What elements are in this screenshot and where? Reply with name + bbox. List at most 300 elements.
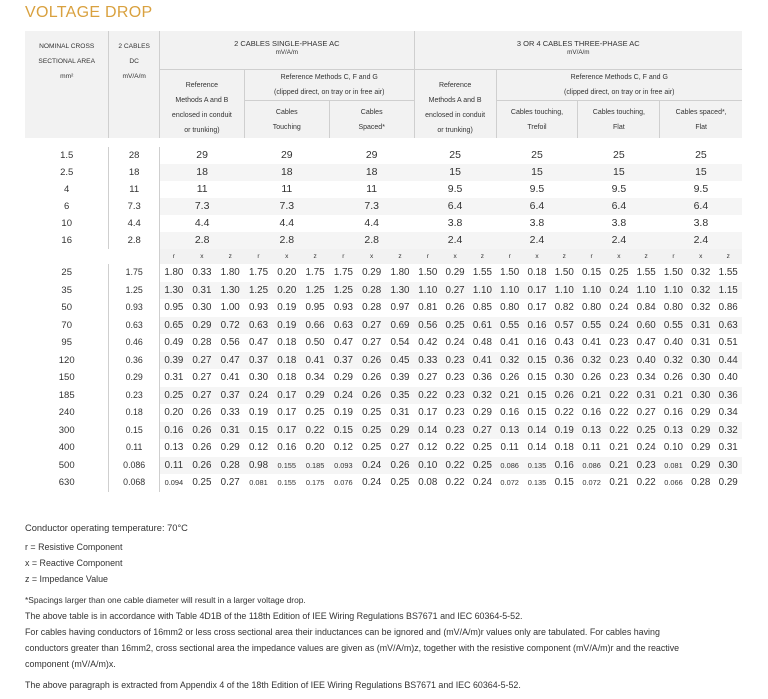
voltage-drop-cell: 0.23 (605, 334, 632, 352)
inductance-note-3: component (mV/A/m)x. (25, 659, 116, 669)
rxz-label-cell: x (273, 249, 301, 264)
voltage-drop-cell: 0.23 (605, 352, 632, 370)
voltage-drop-cell: 0.30 (188, 299, 216, 317)
dc-value-cell: 0.93 (109, 299, 160, 317)
cables-spaced-line1: Cables (360, 108, 383, 116)
rxz-label-cell: r (496, 249, 523, 264)
voltage-drop-cell: 0.11 (578, 439, 605, 457)
voltage-drop-cell: 0.47 (633, 334, 660, 352)
voltage-drop-cell: 2.4 (660, 232, 742, 249)
dc-value-cell: 2.8 (109, 232, 160, 249)
voltage-drop-cell: 0.31 (188, 282, 216, 300)
voltage-drop-cell: 0.17 (273, 387, 301, 405)
voltage-drop-cell: 0.32 (687, 282, 714, 300)
ref-ab-line1: Reference (185, 82, 219, 89)
voltage-drop-cell: 1.75 (301, 264, 329, 282)
cross-section-cell: 25 (61, 267, 72, 279)
table-row (25, 147, 742, 164)
inductance-note-1: For cables having conductors of 16mm2 or less cross sectional area their inductances can be ignored and (mV/A/m)r values only are tabulated. For cables having (25, 627, 660, 637)
voltage-drop-cell: 0.30 (687, 352, 714, 370)
voltage-drop-cell: 1.10 (660, 282, 687, 300)
voltage-drop-cell: 0.23 (441, 387, 468, 405)
voltage-drop-cell: 15 (496, 164, 578, 181)
voltage-drop-cell: 0.85 (469, 299, 496, 317)
voltage-drop-cell: 0.57 (551, 317, 578, 335)
voltage-drop-cell: 0.30 (244, 369, 272, 387)
voltage-drop-cell: 0.076 (329, 474, 357, 492)
voltage-drop-cell: 0.32 (660, 352, 687, 370)
voltage-drop-cell: 29 (244, 147, 329, 164)
voltage-drop-cell: 0.13 (578, 422, 605, 440)
voltage-drop-cell: 0.15 (578, 264, 605, 282)
rxz-label-cell: r (578, 249, 605, 264)
voltage-drop-cell: 0.41 (469, 352, 496, 370)
voltage-drop-cell: 0.14 (414, 422, 441, 440)
voltage-drop-cell: 0.26 (358, 369, 386, 387)
voltage-drop-cell: 4.4 (244, 215, 329, 232)
ref-ab-line3: enclosed in conduit (425, 112, 486, 119)
cross-section-cell: 120 (58, 354, 75, 366)
voltage-drop-cell: 0.25 (633, 422, 660, 440)
rxz-label-cell: x (605, 249, 632, 264)
voltage-drop-cell: 0.39 (159, 352, 187, 370)
voltage-drop-cell: 0.81 (414, 299, 441, 317)
trefoil-line1: Cables touching, (510, 108, 564, 116)
voltage-drop-cell: 0.36 (551, 352, 578, 370)
voltage-drop-cell: 0.072 (496, 474, 523, 492)
voltage-drop-cell: 0.20 (159, 404, 187, 422)
voltage-drop-cell: 0.24 (358, 474, 386, 492)
table-row (25, 334, 742, 352)
voltage-drop-cell: 0.32 (687, 264, 714, 282)
voltage-drop-cell: 0.21 (660, 387, 687, 405)
three-phase-title: 3 OR 4 CABLES THREE-PHASE AC (516, 39, 640, 48)
voltage-drop-cell: 0.56 (414, 317, 441, 335)
voltage-drop-cell: 0.11 (159, 457, 187, 475)
dc-value-cell: 0.46 (109, 334, 160, 352)
three-ref-ab (414, 70, 496, 139)
table-row (25, 215, 742, 232)
voltage-drop-cell: 0.43 (551, 334, 578, 352)
voltage-drop-cell: 0.29 (441, 264, 468, 282)
voltage-drop-cell: 0.50 (301, 334, 329, 352)
voltage-drop-cell: 3.8 (660, 215, 742, 232)
voltage-drop-cell: 0.36 (714, 387, 742, 405)
voltage-drop-cell: 0.28 (188, 334, 216, 352)
rxz-label-cell: x (523, 249, 550, 264)
voltage-drop-cell: 15 (414, 164, 496, 181)
ref-cfg-line1: Reference Methods C, F and G (570, 74, 668, 81)
voltage-drop-cell: 0.26 (188, 404, 216, 422)
voltage-drop-cell: 0.094 (159, 474, 187, 492)
table-row (25, 264, 742, 282)
rxz-label-cell: x (188, 249, 216, 264)
voltage-drop-cell: 0.39 (386, 369, 414, 387)
voltage-drop-cell: 0.32 (496, 352, 523, 370)
voltage-drop-cell: 0.17 (414, 404, 441, 422)
voltage-drop-cell: 0.135 (523, 457, 550, 475)
voltage-drop-cell: 0.086 (496, 457, 523, 475)
voltage-drop-cell: 0.072 (578, 474, 605, 492)
ref-cfg-line1: Reference Methods C, F and G (280, 74, 378, 81)
dc-value-cell: 0.29 (109, 369, 160, 387)
voltage-drop-cell: 0.16 (578, 404, 605, 422)
voltage-drop-cell: 1.15 (714, 282, 742, 300)
rxz-label-cell: r (159, 249, 187, 264)
rxz-label-cell: z (386, 249, 414, 264)
voltage-drop-cell: 0.33 (414, 352, 441, 370)
voltage-drop-cell: 0.34 (633, 369, 660, 387)
voltage-drop-cell: 0.45 (386, 352, 414, 370)
single-phase-header (159, 31, 414, 70)
voltage-drop-cell: 0.25 (605, 264, 632, 282)
voltage-drop-cell: 7.3 (159, 198, 244, 215)
rxz-label-cell: z (469, 249, 496, 264)
voltage-drop-cell: 0.48 (469, 334, 496, 352)
voltage-drop-cell: 0.29 (714, 474, 742, 492)
ref-ab-line1: Reference (438, 82, 472, 89)
voltage-drop-cell: 0.22 (605, 387, 632, 405)
legend-x: x = Reactive Component (25, 558, 123, 568)
voltage-drop-cell: 0.10 (660, 439, 687, 457)
spaced-flat-line2: Flat (695, 123, 707, 131)
voltage-drop-cell: 2.4 (414, 232, 496, 249)
voltage-drop-cell: 15 (660, 164, 742, 181)
voltage-drop-cell: 0.35 (386, 387, 414, 405)
voltage-drop-cell: 0.41 (496, 334, 523, 352)
voltage-drop-cell: 0.21 (605, 457, 632, 475)
table-row (25, 387, 742, 405)
voltage-drop-cell: 0.16 (523, 317, 550, 335)
voltage-drop-cell: 0.31 (687, 334, 714, 352)
dc-value-cell: 7.3 (109, 198, 160, 215)
voltage-drop-cell: 0.19 (551, 422, 578, 440)
dc-value-cell: 28 (109, 147, 160, 164)
voltage-drop-cell: 0.155 (273, 457, 301, 475)
voltage-drop-table (25, 31, 742, 492)
voltage-drop-cell: 1.30 (386, 282, 414, 300)
voltage-drop-cell: 0.24 (441, 334, 468, 352)
voltage-drop-cell: 0.31 (687, 317, 714, 335)
voltage-drop-cell: 0.29 (687, 439, 714, 457)
voltage-drop-cell: 25 (578, 147, 660, 164)
voltage-drop-cell: 0.15 (551, 474, 578, 492)
voltage-drop-cell: 0.29 (687, 457, 714, 475)
table-row (25, 439, 742, 457)
voltage-drop-cell: 0.32 (578, 352, 605, 370)
cross-section-cell: 6 (64, 201, 70, 212)
voltage-drop-cell: 0.32 (687, 299, 714, 317)
voltage-drop-cell: 0.30 (687, 369, 714, 387)
voltage-drop-cell: 0.27 (469, 422, 496, 440)
voltage-drop-cell: 0.15 (523, 387, 550, 405)
voltage-drop-cell: 0.24 (358, 457, 386, 475)
voltage-drop-cell: 0.26 (188, 457, 216, 475)
cross-section-cell: 4 (64, 184, 70, 195)
dc-value-cell: 0.15 (109, 422, 160, 440)
voltage-drop-cell: 0.15 (523, 404, 550, 422)
voltage-drop-cell: 0.54 (386, 334, 414, 352)
voltage-drop-cell: 1.50 (414, 264, 441, 282)
voltage-drop-cell: 18 (159, 164, 244, 181)
voltage-drop-cell: 0.21 (605, 474, 632, 492)
rxz-label-cell: z (551, 249, 578, 264)
dc-value-cell: 18 (109, 164, 160, 181)
voltage-drop-cell: 0.97 (386, 299, 414, 317)
single-phase-title: 2 CABLES SINGLE-PHASE AC (234, 39, 340, 48)
voltage-drop-cell: 1.25 (301, 282, 329, 300)
voltage-drop-cell: 0.25 (469, 439, 496, 457)
cross-section-cell: 400 (58, 442, 75, 454)
ncsa-line2: SECTIONAL AREA (38, 58, 95, 65)
voltage-drop-cell: 0.18 (551, 439, 578, 457)
voltage-drop-cell: 0.26 (358, 352, 386, 370)
voltage-drop-cell: 0.25 (358, 439, 386, 457)
voltage-drop-cell: 0.27 (358, 334, 386, 352)
three-phase-unit: mV/A/m (567, 49, 590, 56)
voltage-drop-cell: 9.5 (414, 181, 496, 198)
voltage-drop-cell: 0.24 (605, 299, 632, 317)
voltage-drop-cell: 0.27 (188, 369, 216, 387)
voltage-drop-cell: 0.23 (441, 404, 468, 422)
voltage-drop-cell: 0.22 (551, 404, 578, 422)
page-title: VOLTAGE DROP (25, 4, 153, 21)
voltage-drop-cell: 0.24 (329, 387, 357, 405)
voltage-drop-cell: 0.18 (523, 264, 550, 282)
voltage-drop-cell: 0.80 (578, 299, 605, 317)
voltage-drop-cell: 0.93 (244, 299, 272, 317)
flat-line1: Cables touching, (592, 108, 645, 116)
dc-line1: 2 CABLES (118, 43, 150, 50)
dc-value-cell: 1.25 (109, 282, 160, 300)
voltage-drop-cell: 0.32 (714, 422, 742, 440)
voltage-drop-cell: 0.10 (414, 457, 441, 475)
ref-ab-line4: or trunking) (184, 127, 220, 134)
cross-section-cell: 630 (58, 477, 75, 489)
rxz-label-cell: r (414, 249, 441, 264)
voltage-drop-cell: 0.24 (605, 317, 632, 335)
cross-section-cell: 2.5 (60, 167, 74, 178)
cross-section-cell: 185 (58, 389, 75, 401)
rxz-label-cell: z (216, 249, 244, 264)
voltage-drop-cell: 0.22 (414, 387, 441, 405)
ref-cfg-line2: (clipped direct, on tray or in free air) (273, 89, 385, 96)
voltage-drop-cell: 0.26 (578, 369, 605, 387)
table-row (25, 232, 742, 249)
dc-header (109, 31, 160, 138)
voltage-drop-cell: 7.3 (244, 198, 329, 215)
voltage-drop-cell: 1.50 (551, 264, 578, 282)
voltage-drop-cell: 6.4 (496, 198, 578, 215)
trefoil-line2: Trefoil (527, 123, 547, 131)
voltage-drop-cell: 0.28 (687, 474, 714, 492)
voltage-drop-cell: 0.26 (188, 439, 216, 457)
ref-cfg-line2: (clipped direct, on tray or in free air) (564, 89, 675, 96)
voltage-drop-cell: 0.27 (216, 474, 244, 492)
inductance-note-2: conductors greater than 16mm2, cross sectional area the impedance values are given as (mV/A/m)z, together with the resistive component (mV/A/m)r and the reactive (25, 643, 680, 653)
dc-value-cell: 0.11 (109, 439, 160, 457)
voltage-drop-cell: 0.37 (244, 352, 272, 370)
voltage-drop-cell: 0.17 (273, 422, 301, 440)
voltage-drop-cell: 0.24 (469, 474, 496, 492)
cross-section-cell: 35 (61, 284, 72, 296)
voltage-drop-cell: 0.135 (523, 474, 550, 492)
legend-r: r = Resistive Component (25, 542, 123, 552)
voltage-drop-cell: 0.86 (714, 299, 742, 317)
voltage-drop-cell: 1.10 (496, 282, 523, 300)
legend-z: z = Impedance Value (25, 574, 108, 584)
voltage-drop-cell: 0.20 (273, 264, 301, 282)
cross-section-cell: 500 (58, 459, 75, 471)
voltage-drop-cell: 0.25 (469, 457, 496, 475)
voltage-drop-cell: 0.16 (159, 422, 187, 440)
voltage-drop-cell: 0.19 (273, 299, 301, 317)
table-row (25, 317, 742, 335)
voltage-drop-cell: 1.50 (496, 264, 523, 282)
voltage-drop-cell: 0.60 (633, 317, 660, 335)
voltage-drop-cell: 0.25 (159, 387, 187, 405)
voltage-drop-cell: 0.21 (496, 387, 523, 405)
rxz-label-cell: x (687, 249, 714, 264)
voltage-drop-cell: 7.3 (329, 198, 414, 215)
voltage-drop-cell: 0.24 (633, 439, 660, 457)
cross-section-cell: 300 (58, 424, 75, 436)
voltage-drop-cell: 1.10 (578, 282, 605, 300)
voltage-drop-cell: 0.26 (386, 457, 414, 475)
voltage-drop-cell: 1.10 (633, 282, 660, 300)
voltage-drop-cell: 4.4 (159, 215, 244, 232)
voltage-drop-cell: 0.29 (188, 317, 216, 335)
voltage-drop-cell: 0.25 (188, 474, 216, 492)
dc-value-cell: 0.63 (109, 317, 160, 335)
voltage-drop-cell: 0.23 (633, 457, 660, 475)
three-ref-cfg (496, 70, 742, 101)
voltage-drop-cell: 25 (496, 147, 578, 164)
voltage-drop-cell: 0.41 (578, 334, 605, 352)
voltage-drop-cell: 0.30 (687, 387, 714, 405)
voltage-drop-cell: 2.4 (578, 232, 660, 249)
rxz-label-cell: r (329, 249, 357, 264)
voltage-drop-cell: 0.33 (216, 404, 244, 422)
voltage-drop-cell: 0.11 (496, 439, 523, 457)
voltage-drop-cell: 0.16 (660, 404, 687, 422)
cables-touching-header (244, 101, 329, 139)
voltage-drop-cell: 0.13 (159, 439, 187, 457)
voltage-drop-cell: 0.36 (469, 369, 496, 387)
voltage-drop-cell: 0.13 (496, 422, 523, 440)
voltage-drop-cell: 0.82 (551, 299, 578, 317)
voltage-drop-cell: 0.29 (687, 404, 714, 422)
voltage-drop-cell: 0.25 (358, 422, 386, 440)
rxz-label-row (25, 249, 742, 264)
table-row (25, 282, 742, 300)
table-row (25, 369, 742, 387)
voltage-drop-cell: 2.8 (159, 232, 244, 249)
voltage-drop-cell: 1.80 (216, 264, 244, 282)
voltage-drop-cell: 0.14 (523, 422, 550, 440)
voltage-drop-cell: 1.10 (469, 282, 496, 300)
dc-value-cell: 0.23 (109, 387, 160, 405)
dc-value-cell: 11 (109, 181, 160, 198)
table-row (25, 299, 742, 317)
flat-line2: Flat (613, 123, 625, 131)
voltage-drop-cell: 0.55 (496, 317, 523, 335)
voltage-drop-cell: 0.18 (273, 334, 301, 352)
voltage-drop-cell: 0.31 (633, 387, 660, 405)
voltage-drop-cell: 0.25 (301, 404, 329, 422)
rxz-label-cell: z (633, 249, 660, 264)
cables-spaced-header (329, 101, 414, 139)
voltage-drop-cell: 0.22 (605, 422, 632, 440)
trefoil-header (496, 101, 578, 139)
cross-section-cell: 240 (58, 407, 75, 419)
voltage-drop-cell: 0.16 (551, 457, 578, 475)
voltage-drop-cell: 0.16 (523, 334, 550, 352)
voltage-drop-cell: 0.093 (329, 457, 357, 475)
voltage-drop-cell: 0.29 (216, 439, 244, 457)
voltage-drop-cell: 0.19 (244, 404, 272, 422)
spacings-note: *Spacings larger than one cable diameter will result in a larger voltage drop. (25, 595, 306, 605)
single-ref-cfg (244, 70, 414, 101)
voltage-drop-cell: 25 (660, 147, 742, 164)
voltage-drop-cell: 0.23 (605, 369, 632, 387)
voltage-drop-cell: 0.24 (244, 387, 272, 405)
voltage-drop-cell: 0.15 (329, 422, 357, 440)
table-row (25, 181, 742, 198)
voltage-drop-cell: 0.22 (441, 439, 468, 457)
rxz-label-cell: x (441, 249, 468, 264)
table-row (25, 404, 742, 422)
voltage-drop-cell: 4.4 (329, 215, 414, 232)
extracted-note: The above paragraph is extracted from Appendix 4 of the 18th Edition of IEE Wiring Regulations BS7671 and IEC 60364-5-52. (25, 680, 521, 690)
single-ref-ab (159, 70, 244, 139)
voltage-drop-cell: 1.55 (469, 264, 496, 282)
voltage-drop-cell: 11 (244, 181, 329, 198)
voltage-drop-cell: 0.66 (301, 317, 329, 335)
cables-touching-line2: Touching (272, 123, 301, 131)
cross-section-cell: 16 (61, 235, 72, 246)
voltage-drop-cell: 0.12 (244, 439, 272, 457)
notes (25, 520, 750, 693)
voltage-drop-cell: 0.25 (386, 474, 414, 492)
voltage-drop-cell: 0.27 (633, 404, 660, 422)
voltage-drop-cell: 2.4 (496, 232, 578, 249)
voltage-drop-cell: 0.15 (523, 352, 550, 370)
voltage-drop-cell: 0.40 (660, 334, 687, 352)
cross-section-cell: 95 (61, 337, 72, 349)
voltage-drop-cell: 0.21 (605, 439, 632, 457)
voltage-drop-cell: 0.17 (523, 282, 550, 300)
voltage-drop-cell: 0.27 (441, 282, 468, 300)
voltage-drop-cell: 6.4 (578, 198, 660, 215)
dc-value-cell: 4.4 (109, 215, 160, 232)
three-phase-header (414, 31, 742, 70)
voltage-drop-cell: 0.29 (358, 264, 386, 282)
voltage-drop-cell: 0.081 (244, 474, 272, 492)
accordance-note: The above table is in accordance with Table 4D1B of the 118th Edition of IEE Wiring Regulations BS7671 and IEC 60364-5-52. (25, 611, 523, 621)
voltage-drop-cell: 0.63 (244, 317, 272, 335)
voltage-drop-cell: 0.84 (633, 299, 660, 317)
voltage-drop-cell: 0.27 (188, 387, 216, 405)
voltage-drop-cell: 0.19 (329, 404, 357, 422)
ref-ab-line4: or trunking) (437, 127, 473, 134)
dc-value-cell: 0.086 (109, 457, 160, 475)
voltage-drop-cell: 0.37 (216, 387, 244, 405)
voltage-drop-cell: 0.30 (551, 369, 578, 387)
voltage-drop-cell: 0.20 (273, 282, 301, 300)
voltage-drop-cell: 11 (159, 181, 244, 198)
voltage-drop-cell: 0.23 (441, 352, 468, 370)
